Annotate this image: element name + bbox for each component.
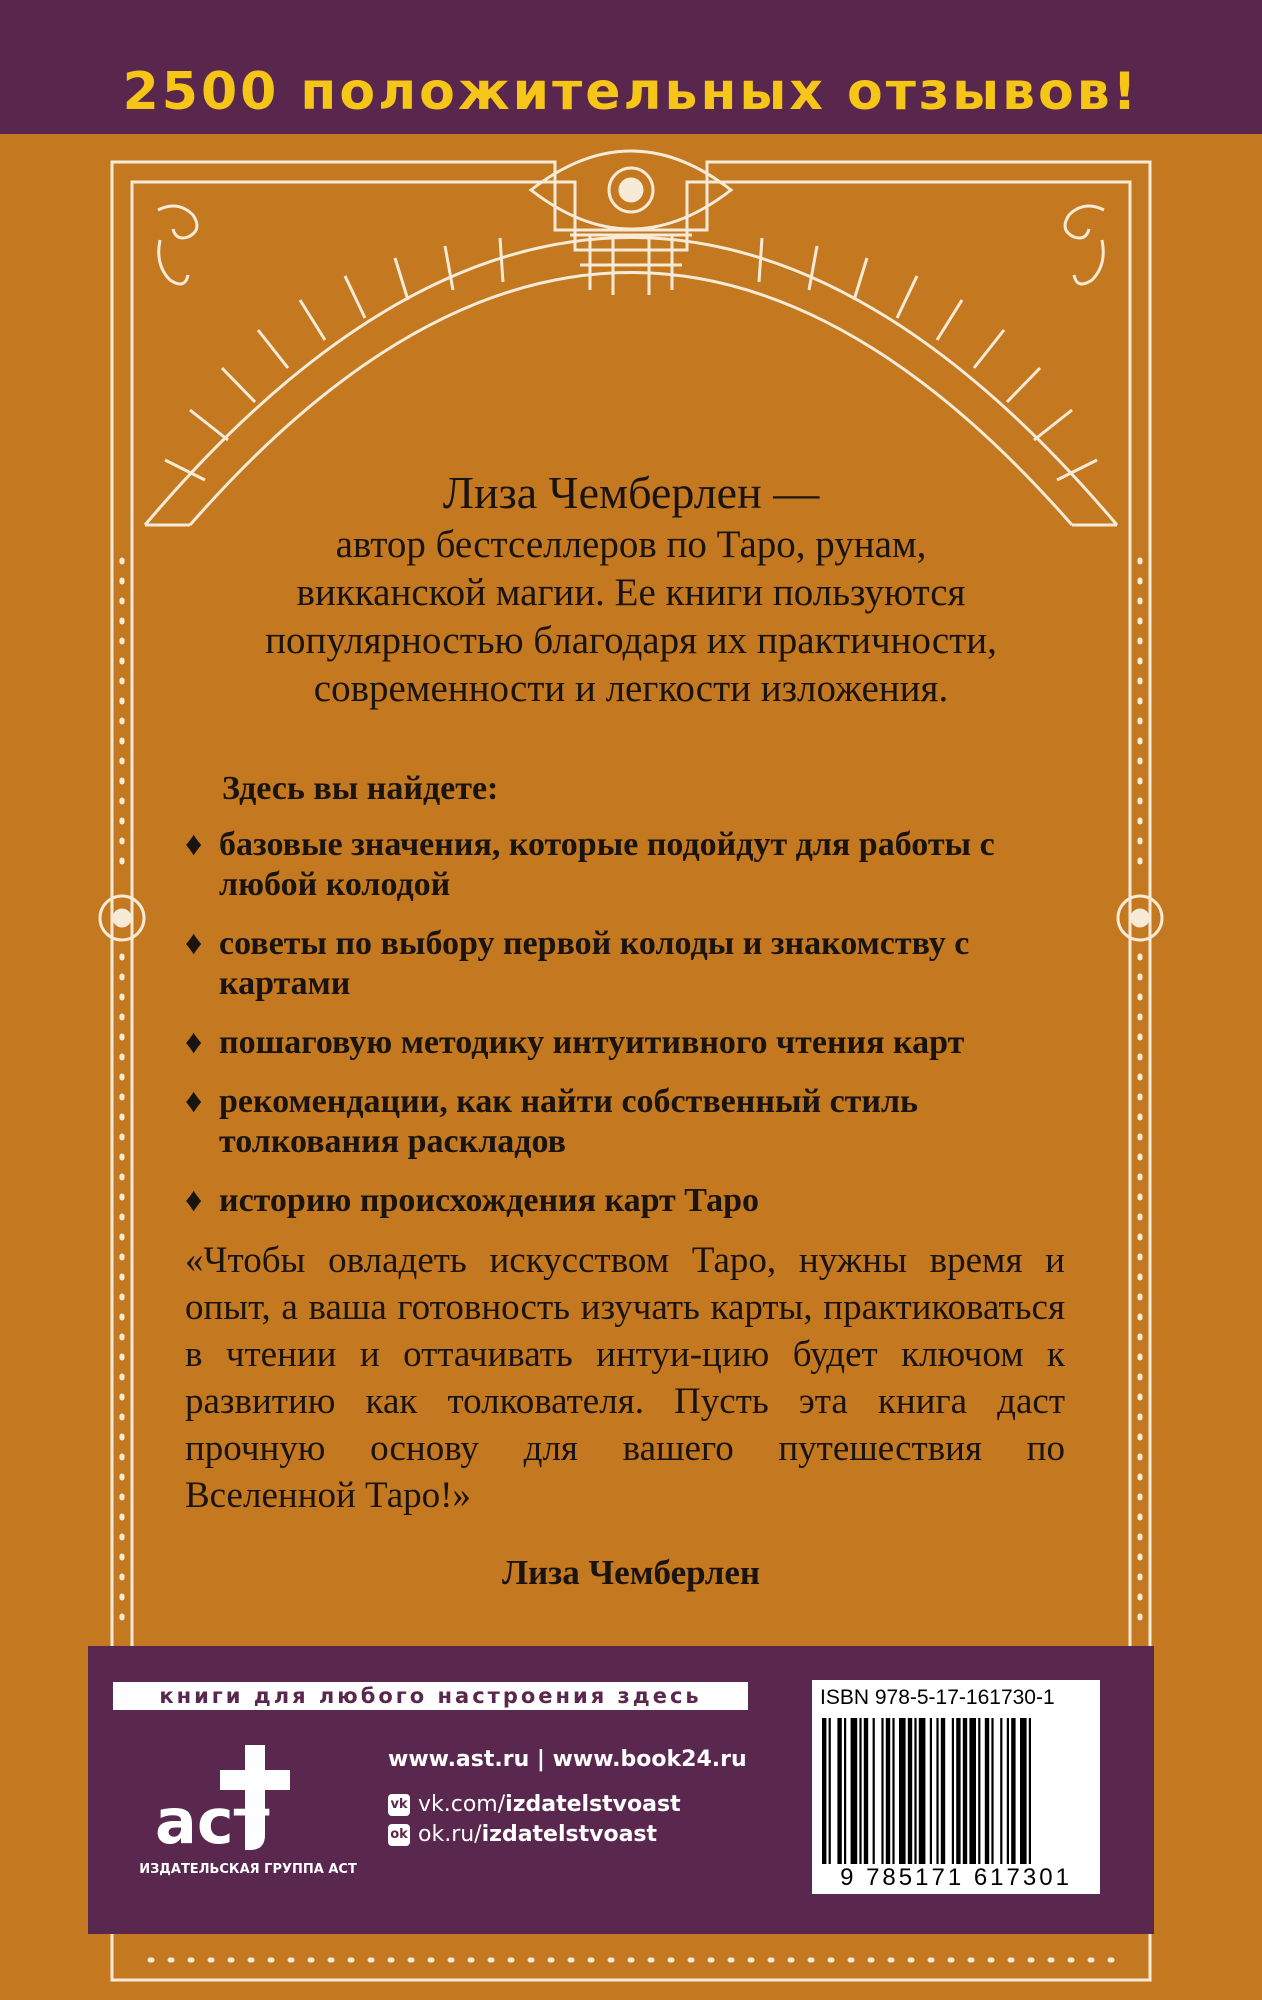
feature-item (185, 924, 1085, 1004)
barcode-bar (969, 1718, 976, 1864)
feature-item (185, 1181, 1085, 1221)
barcode-bar (844, 1718, 846, 1864)
barcode-bar (859, 1718, 861, 1864)
ok-link[interactable] (388, 1822, 657, 1847)
publisher-logo (150, 1735, 350, 1855)
diamond-bullet-icon: ♦ (185, 925, 203, 962)
feature-text: рекомендации, как найти собственный стиль толкования раскладов (219, 1083, 919, 1160)
feature-item (185, 825, 1085, 905)
barcode-bar (919, 1718, 926, 1864)
barcode-bar (837, 1718, 841, 1864)
barcode-bar (899, 1718, 906, 1864)
barcode-bar (1000, 1718, 1002, 1864)
barcode-bar (1020, 1718, 1027, 1864)
barcode-bar (873, 1718, 875, 1864)
barcode-bar (914, 1718, 916, 1864)
barcode-bar (991, 1718, 993, 1864)
vk-icon: vk (388, 1794, 410, 1816)
intro-line: современности и легкости изложения. (313, 667, 949, 710)
website-links[interactable]: www.ast.ru | www.book24.ru (388, 1747, 747, 1772)
vk-link[interactable] (388, 1792, 681, 1817)
logo-text: аст (155, 1785, 270, 1855)
barcode-bar (822, 1718, 826, 1864)
vk-handle: izdatelstvoast (505, 1792, 681, 1817)
feature-item (185, 1023, 1085, 1063)
barcode-bar (952, 1718, 954, 1864)
barcode-bar (864, 1718, 868, 1864)
barcode-bar (881, 1718, 883, 1864)
headline: 2500 положительных отзывов! (122, 62, 1140, 122)
feature-item (185, 1082, 1085, 1162)
barcode-bar (963, 1718, 967, 1864)
intro-line: викканской магии. Ее книги пользуются (296, 571, 966, 614)
intro-line: популярностью благодаря их практичности, (265, 619, 997, 662)
barcode-bars (822, 1718, 1090, 1864)
author-intro (200, 465, 1062, 713)
quote-author: Лиза Чемберлен (501, 1553, 761, 1592)
barcode-bar (956, 1718, 960, 1864)
barcode-bar (851, 1718, 858, 1864)
barcode-bar (936, 1718, 938, 1864)
quote-text: «Чтобы овладеть искусством Таро, нужны время и опыт, а ваша готовность изучать карты, практиковаться в чтении и оттачивать интуи-цию будет ключом к развитию как толкователя. Пусть эта книга даст прочную основу для вашего путешествия по Вселенной Таро!» (185, 1240, 1065, 1516)
diamond-bullet-icon: ♦ (185, 1024, 203, 1061)
intro-line: автор бестселлеров по Таро, рунам, (335, 523, 927, 566)
vk-prefix: vk.com/ (418, 1792, 506, 1817)
publisher-name: ИЗДАТЕЛЬСКАЯ ГРУППА АСТ (139, 1862, 357, 1877)
ok-icon: ok (388, 1824, 410, 1846)
feature-text: пошаговую методику интуитивного чтения карт (219, 1024, 965, 1061)
barcode-bar (1029, 1718, 1031, 1864)
barcode-bar (886, 1718, 890, 1864)
barcode-bar (941, 1718, 945, 1864)
barcode-bar (1011, 1718, 1015, 1864)
isbn-digits: 9 785171 617301 (840, 1864, 1072, 1891)
barcode-bar (829, 1718, 831, 1864)
ok-prefix: ok.ru/ (418, 1822, 482, 1847)
author-name: Лиза Чемберлен — (442, 467, 820, 518)
features-title: Здесь вы найдете: (222, 770, 499, 807)
feature-text: историю происхождения карт Таро (219, 1182, 759, 1219)
diamond-bullet-icon: ♦ (185, 1083, 203, 1120)
barcode-bar (908, 1718, 912, 1864)
features-list (185, 825, 1085, 1240)
feature-text: базовые значения, которые подойдут для работы с любой колодой (219, 826, 995, 903)
diamond-bullet-icon: ♦ (185, 1182, 203, 1219)
isbn-label: ISBN 978-5-17-161730-1 (820, 1686, 1055, 1709)
feature-text: советы по выбору первой колоды и знакомству с картами (219, 925, 970, 1002)
barcode-bar (978, 1718, 980, 1864)
barcode-bar (892, 1718, 894, 1864)
publisher-tagline: книги для любого настроения здесь (113, 1682, 748, 1710)
diamond-bullet-icon: ♦ (185, 826, 203, 863)
barcode-bar (1007, 1718, 1009, 1864)
ok-handle: izdatelstvoast (481, 1822, 658, 1847)
barcode-box (812, 1680, 1100, 1894)
barcode-bar (930, 1718, 932, 1864)
barcode-bar (985, 1718, 989, 1864)
